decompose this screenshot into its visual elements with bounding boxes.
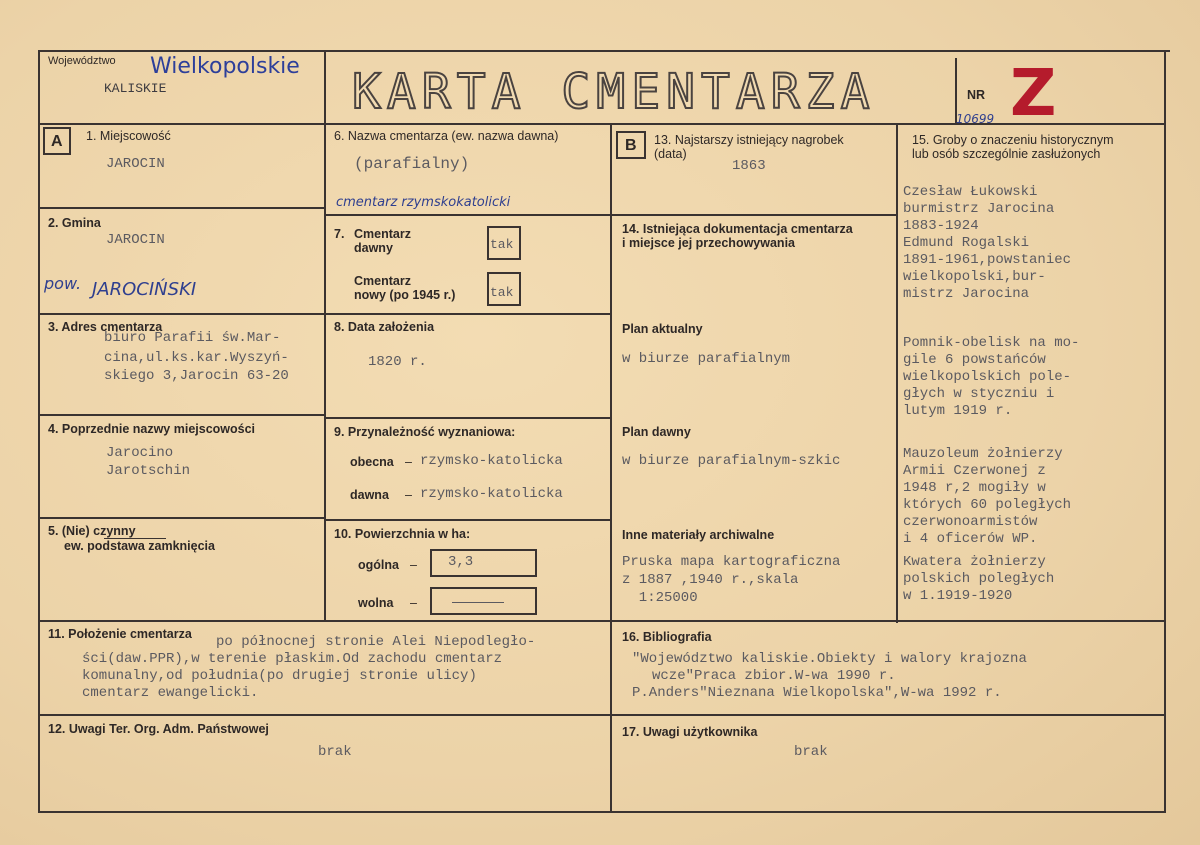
f15-line: i 4 oficerów WP. <box>903 531 1038 547</box>
plan-dawny-label: Plan dawny <box>622 425 691 439</box>
f17-value: brak <box>794 744 828 760</box>
f1-value: JAROCIN <box>106 156 165 172</box>
f11-line-4: cmentarz ewangelicki. <box>82 685 259 701</box>
f4-line-2: Jarotschin <box>106 463 191 479</box>
f15-line: Mauzoleum żołnierzy <box>903 446 1063 462</box>
f13-value: 1863 <box>732 158 766 174</box>
f2-label: 2. Gmina <box>48 216 101 230</box>
f10-wolna-dash-mark <box>452 602 504 603</box>
f15-line: Czesław Łukowski <box>903 184 1038 200</box>
f9-dawna-dash: – <box>405 488 412 502</box>
f5-underline <box>104 538 166 539</box>
inne-line-2: z 1887 ,1940 r.,skala <box>622 572 799 588</box>
f12-value: brak <box>318 744 352 760</box>
row-line-c1-3 <box>38 414 325 416</box>
frame-bottom-line <box>38 811 1166 813</box>
nr-label: NR <box>967 88 986 102</box>
f15-line: 1891-1961,powstaniec <box>903 252 1072 268</box>
f11-line-2: ści(daw.PPR),w terenie płaskim.Od zachodu cmentarz <box>82 651 503 667</box>
f8-value: 1820 r. <box>368 354 427 370</box>
plan-dawny-value: w biurze parafialnym-szkic <box>622 453 841 469</box>
voivodeship-stamp: Wielkopolskie <box>150 54 300 79</box>
f11-line-1: po północnej stronie Alei Niepodległo- <box>216 634 536 650</box>
nr-handwritten: 10699 <box>956 112 995 126</box>
f17-label: 17. Uwagi użytkownika <box>622 725 758 739</box>
f9-dawna-value: rzymsko-katolicka <box>420 486 563 502</box>
f15-line: Edmund Rogalski <box>903 235 1030 251</box>
f15-line: Armii Czerwonej z <box>903 463 1046 479</box>
frame-left-line <box>38 50 40 813</box>
row-line-c2-4 <box>324 519 611 521</box>
f9-obecna-value: rzymsko-katolicka <box>420 453 563 469</box>
f10-ogolna-label: ogólna <box>358 558 399 572</box>
f10-label: 10. Powierzchnia w ha: <box>334 527 471 541</box>
f15-line: 1948 r,2 mogiły w <box>903 480 1046 496</box>
f11-line-3: komunalny,od południa(po drugiej stronie ulicy) <box>82 668 477 684</box>
f7-dawny-label: Cmentarz dawny <box>354 227 411 255</box>
f5-label-line-2: ew. podstawa zamknięcia <box>64 539 215 553</box>
f10-ogolna-dash: – <box>410 558 417 572</box>
f9-label: 9. Przynależność wyznaniowa: <box>334 425 516 439</box>
f15-line: głych w styczniu i <box>903 386 1055 402</box>
plan-aktualny-label: Plan aktualny <box>622 322 703 336</box>
f16-line-1: "Województwo kaliskie.Obiekty i walory krajozna <box>632 651 1027 667</box>
row-line-c2-3 <box>324 417 611 419</box>
header-divider-1 <box>324 50 326 124</box>
f9-obecna-label: obecna <box>350 455 394 469</box>
f4-line-1: Jarocino <box>106 445 174 461</box>
f9-obecna-dash: – <box>405 455 412 469</box>
f15-line: Pomnik-obelisk na mo- <box>903 335 1080 351</box>
f15-line: 1883-1924 <box>903 218 979 234</box>
f12-label: 12. Uwagi Ter. Org. Adm. Państwowej <box>48 722 269 736</box>
f3-line-3: skiego 3,Jarocin 63-20 <box>104 368 289 384</box>
f6-handwritten: cmentarz rzymskokatolicki <box>336 195 511 210</box>
f15-line: polskich poległych <box>903 571 1055 587</box>
frame-top-line <box>38 50 1170 52</box>
row-line-c1-2 <box>38 313 325 315</box>
f15-line: wielkopolskich pole- <box>903 369 1072 385</box>
inne-line-1: Pruska mapa kartograficzna <box>622 554 841 570</box>
f10-wolna-dash: – <box>410 596 417 610</box>
f2-pow-prefix: pow. <box>44 274 82 293</box>
f6-value: (parafialny) <box>354 155 470 173</box>
card-title: KARTA CMENTARZA <box>352 64 876 120</box>
f5-label-line-1: 5. (Nie) czynny <box>48 524 136 538</box>
f16-line-3: P.Anders"Nieznana Wielkopolska",W-wa 1992 r. <box>632 685 1002 701</box>
inne-label: Inne materiały archiwalne <box>622 528 775 542</box>
f7-nowy-value: tak <box>490 285 514 300</box>
f7-nowy-label: Cmentarz nowy (po 1945 r.) <box>354 274 456 302</box>
row-line-c1-1 <box>38 207 325 209</box>
f3-label: 3. Adres cmentarza <box>48 320 163 334</box>
voivodeship-label: Województwo <box>48 55 116 67</box>
f9-dawna-label: dawna <box>350 488 389 502</box>
f10-wolna-label: wolna <box>358 596 394 610</box>
f7-label: 7. <box>334 227 345 241</box>
row-line-c2-2 <box>324 313 611 315</box>
f6-label: 6. Nazwa cmentarza (ew. nazwa dawna) <box>334 129 559 143</box>
header-bottom-line <box>38 123 1166 125</box>
f1-label: 1. Miejscowość <box>86 129 171 143</box>
f16-line-2: wcze"Praca zbior.W-wa 1990 r. <box>652 668 896 684</box>
row-line-c2-1 <box>324 214 611 216</box>
f15-line: Kwatera żołnierzy <box>903 554 1046 570</box>
f15-line: czerwonoarmistów <box>903 514 1038 530</box>
f13-label: 13. Najstarszy istniejący nagrobek (data) <box>654 133 844 161</box>
row-line-c3-1 <box>610 214 897 216</box>
voivodeship-typed: KALISKIE <box>104 81 167 96</box>
f15-line: gile 6 powstańców <box>903 352 1046 368</box>
f10-wolna-box <box>430 587 537 615</box>
inne-line-3: 1:25000 <box>622 590 698 606</box>
col-divider-2 <box>610 123 612 813</box>
f14-label: 14. Istniejąca dokumentacja cmentarza i miejsce jej przechowywania <box>622 222 853 250</box>
col-divider-3 <box>896 123 898 623</box>
f15-line: wielkopolski,bur- <box>903 269 1046 285</box>
f15-line: których 60 poległych <box>903 497 1072 513</box>
f2-pow-value: JAROCIŃSKI <box>92 279 197 300</box>
f15-label: 15. Groby o znaczeniu historycznym lub osób szczególnie zasłużonych <box>912 133 1114 161</box>
f10-ogolna-box <box>430 549 537 577</box>
nr-letter: Z <box>1010 57 1057 131</box>
frame-right-line <box>1164 50 1166 813</box>
section-b-letter: B <box>625 137 637 154</box>
row-line-lower-2 <box>38 714 1166 716</box>
f15-line: burmistrz Jarocina <box>903 201 1055 217</box>
section-a-letter: A <box>51 133 63 150</box>
f10-ogolna-value: 3,3 <box>448 554 474 570</box>
f7-dawny-value: tak <box>490 237 514 252</box>
f4-label: 4. Poprzednie nazwy miejscowości <box>48 422 256 436</box>
row-line-lower-1 <box>38 620 1166 622</box>
f11-label: 11. Położenie cmentarza <box>48 627 192 641</box>
col-divider-1 <box>324 123 326 620</box>
f3-line-2: cina,ul.ks.kar.Wyszyń- <box>104 350 289 366</box>
f15-line: lutym 1919 r. <box>903 403 1013 419</box>
f2-value: JAROCIN <box>106 232 165 248</box>
f3-line-1: biuro Parafii św.Mar- <box>104 330 281 346</box>
row-line-c1-4 <box>38 517 325 519</box>
f15-line: w 1.1919-1920 <box>903 588 1013 604</box>
plan-aktualny-value: w biurze parafialnym <box>622 351 791 367</box>
f16-label: 16. Bibliografia <box>622 630 712 644</box>
f8-label: 8. Data założenia <box>334 320 435 334</box>
f15-line: mistrz Jarocina <box>903 286 1030 302</box>
